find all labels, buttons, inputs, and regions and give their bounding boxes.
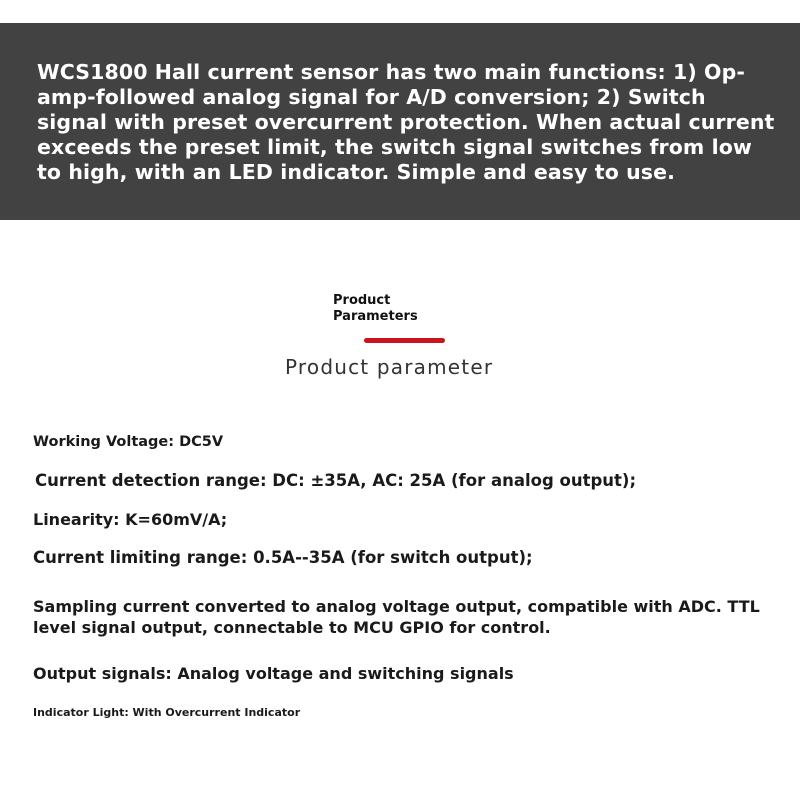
param-output-signals: Output signals: Analog voltage and switching signals (33, 664, 514, 683)
section-label: Product Parameters (333, 293, 418, 324)
param-working-voltage: Working Voltage: DC5V (33, 434, 224, 450)
param-current-detection-range: Current detection range: DC: ±35A, AC: 25A (for analog output); (35, 471, 637, 490)
param-sampling-output: Sampling current converted to analog voltage output, compatible with ADC. TTL level signal output, connectable to MCU GPIO for control. (33, 597, 760, 637)
param-indicator-light: Indicator Light: With Overcurrent Indicator (33, 706, 301, 719)
banner-description-text: WCS1800 Hall current sensor has two main functions: 1) Op-amp-followed analog signal for A/D conversion; 2) Switch signal with preset overcurrent protection. When actual current exceeds the preset limit, the switch signal switches from low to high, with an LED indicator. Simple and easy to use. (37, 60, 775, 184)
section-subtitle: Product parameter (285, 355, 494, 379)
section-underline-accent (364, 338, 445, 343)
param-linearity: Linearity: K=60mV/A; (33, 510, 228, 529)
param-current-limiting-range: Current limiting range: 0.5A--35A (for switch output); (33, 548, 533, 567)
description-banner (0, 23, 800, 220)
